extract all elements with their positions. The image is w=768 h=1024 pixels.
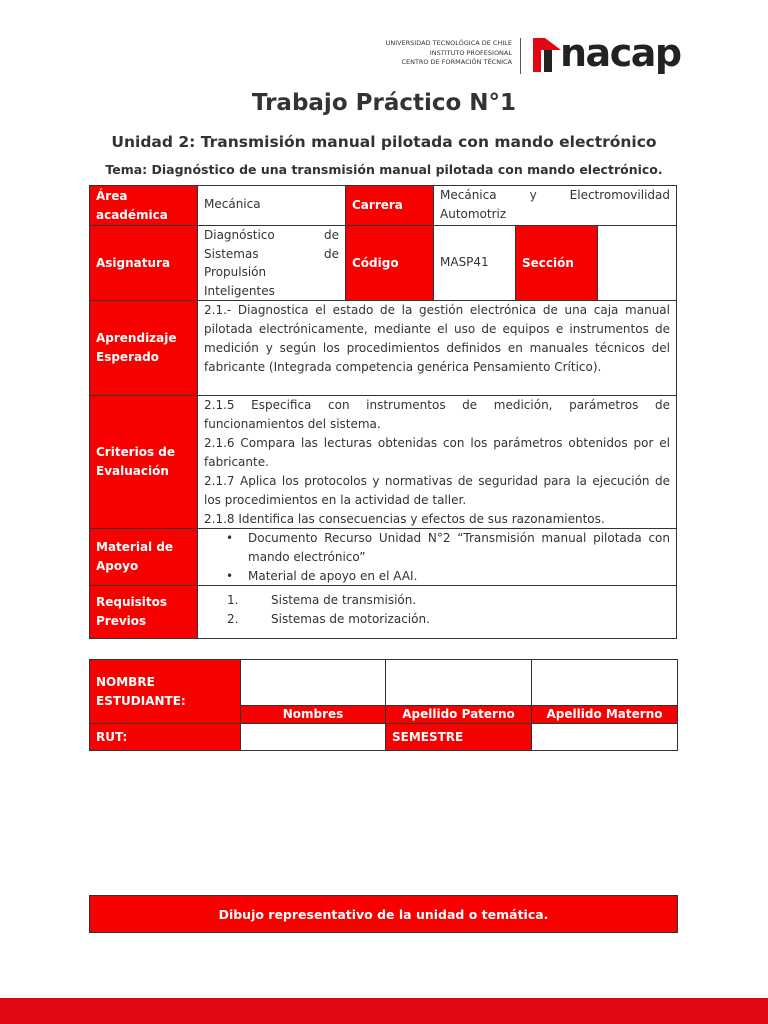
page-title: Trabajo Práctico N°1 [251,90,517,116]
institution-names [312,39,512,68]
requisitos-label: Requisitos Previos [89,585,198,639]
asignatura-value: Diagnóstico de Sistemas de Propulsión Inteligentes [197,225,346,301]
unit-subtitle: Unidad 2: Transmisión manual pilotada con mando electrónico [111,133,657,151]
material-item: • Material de apoyo en el AAI. [248,567,670,586]
institution-line: INSTITUTO PROFESIONAL [429,48,512,57]
seccion-label: Sección [515,225,598,301]
apellido-paterno-input[interactable] [385,659,532,706]
institution-line: CENTRO DE FORMACIÓN TÉCNICA [401,58,512,66]
apellido-paterno-header: Apellido Paterno [385,705,532,724]
criterio-item: 2.1.6 Compara las lecturas obtenidas con los parámetros obtenidos por el fabricante. [204,436,670,469]
requisito-item [204,591,670,610]
material-list [197,528,677,586]
semestre-input[interactable] [531,723,678,751]
seccion-value [597,225,677,301]
requisito-text: Sistema de transmisión. [271,593,417,607]
carrera-label: Carrera [345,185,434,226]
nombre-estudiante-label: NOMBRE ESTUDIANTE: [89,659,241,724]
requisito-number: 2. [227,612,239,626]
criterio-item: 2.1.5 Especifica con instrumentos de medición, parámetros de funcionamientos del sistema. [204,398,670,431]
requisito-item [204,610,670,629]
carrera-value: Mecánica y Electromovilidad Automotriz [433,185,677,226]
inacap-logo-icon [533,38,561,72]
rut-input[interactable] [240,723,386,751]
footer-bar [0,998,768,1024]
area-label: Área académica [89,185,198,226]
topic-line: Tema: Diagnóstico de una transmisión manual pilotada con mando electrónico. [105,162,663,177]
apellido-materno-header: Apellido Materno [531,705,678,724]
requisito-number: 1. [227,593,239,607]
criterio-item: 2.1.7 Aplica los protocolos y normativas de seguridad para la ejecución de los procedimientos en la actividad de taller. [204,474,670,507]
inacap-logo-text: nacap [560,31,681,75]
criterios-list [197,395,677,529]
institution-line: UNIVERSIDAD TECNOLÓGICA DE CHILE [385,39,512,47]
criterio-item: 2.1.8 Identifica las consecuencias y efectos de sus razonamientos. [204,512,605,526]
header-divider [520,38,521,74]
aprendizaje-value: 2.1.- Diagnostica el estado de la gestión electrónica de una caja manual pilotada electrónicamente, mediante el uso de equipos e instrumentos de medición y según los procedimientos definidos en manuales técnicos del fabricante (Integrada competencia genérica Pensamiento Crítico). [197,300,677,396]
semestre-label: SEMESTRE [385,723,532,751]
codigo-value: MASP41 [433,225,516,301]
requisito-text: Sistemas de motorización. [271,612,430,626]
apellido-materno-input[interactable] [531,659,678,706]
codigo-label: Código [345,225,434,301]
asignatura-label: Asignatura [89,225,198,301]
material-label: Material de Apoyo [89,528,198,586]
rut-label: RUT: [89,723,241,751]
criterios-label: Criterios de Evaluación [89,395,198,529]
requisitos-list [197,585,677,639]
material-item: • Documento Recurso Unidad N°2 “Transmisión manual pilotada con mando electrónico” [248,529,670,567]
nombres-input[interactable] [240,659,386,706]
nombres-header: Nombres [240,705,386,724]
area-value: Mecánica [197,185,346,226]
drawing-banner: Dibujo representativo de la unidad o temática. [89,895,678,933]
aprendizaje-label: Aprendizaje Esperado [89,300,198,396]
